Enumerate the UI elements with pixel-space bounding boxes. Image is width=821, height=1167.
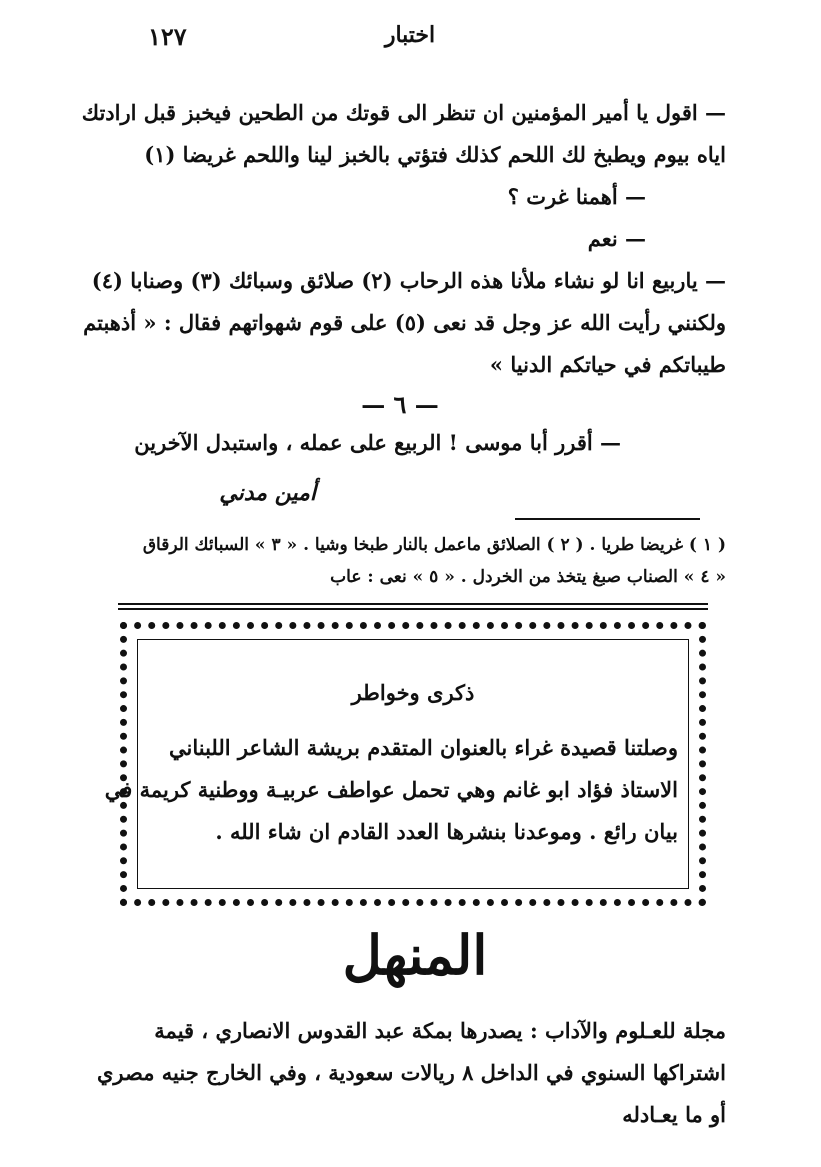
notice-box-line-3: بيان رائع . وموعدنا بنشرها العدد القادم ان شاء الله . [215,819,678,844]
imprint-line-2: اشتراكها السنوي في الداخل ٨ ريالات سعودية ، وفي الخارج جنيه مصري [97,1060,726,1085]
body-line-6: ولكنني رأيت الله عز وجل قد نعى (٥) على قوم شهواتهم فقال : « أذهبتم [83,310,726,335]
body-line-4: — نعم [587,226,646,251]
divider-rule-top [118,603,708,605]
footnote-line-2: « ٤ » الصناب صبغ يتخذ من الخردل . « ٥ » نعى : عاب [330,567,726,587]
magazine-logo [342,915,488,995]
body-line-2: اياه بيوم ويطبخ لك اللحم كذلك فتؤتي بالخبز لينا واللحم غريضا (١) [144,142,726,167]
body-line-1: — اقول يا أمير المؤمنين ان تنظر الى قوتك من الطحين فيخبز قبل ارادتك [81,100,726,125]
section-marker: — ٦ — [361,390,439,419]
body-line-5: — ياربيع انا لو نشاء ملأنا هذه الرحاب (٢) صلائق وسبائك (٣) وصنابا (٤) [91,268,726,293]
notice-box-line-1: وصلتنا قصيدة غراء بالعنوان المتقدم بريشة الشاعر اللبناني [169,735,678,760]
signature: أمين مدني [219,480,316,506]
notice-box-inner-border [137,639,689,889]
imprint-line-1: مجلة للعـلوم والآداب : يصدرها بمكة عبد القدوس الانصاري ، قيمة [154,1018,726,1043]
divider-rule-bottom [118,608,708,610]
body-line-3: — أهمنا غرت ؟ [507,184,646,209]
footnote-separator [515,518,700,520]
closing-line: — أقرر أبا موسى ! الربيع على عمله ، واستبدل الآخرين [134,430,621,455]
page-number: ١٢٧ [148,22,187,51]
imprint-line-3: أو ما يعـادله [622,1102,726,1127]
footnote-line-1: ( ١ ) غريضا طريا . ( ٢ ) الصلائق ماعمل بالنار طبخا وشيا . « ٣ » السبائك الرقاق [142,535,726,555]
notice-box-frame [120,622,706,906]
notice-box-title: ذكرى وخواطر [351,680,475,705]
notice-box-line-2: الاستاذ فؤاد ابو غانم وهي تحمل عواطف عربيـة ووطنية كريمة في [104,777,678,802]
magazine-logo-text: المنهل [342,923,488,987]
page-title: اختبار [384,22,436,48]
body-line-7: طيباتكم في حياتكم الدنيا » [489,352,726,377]
